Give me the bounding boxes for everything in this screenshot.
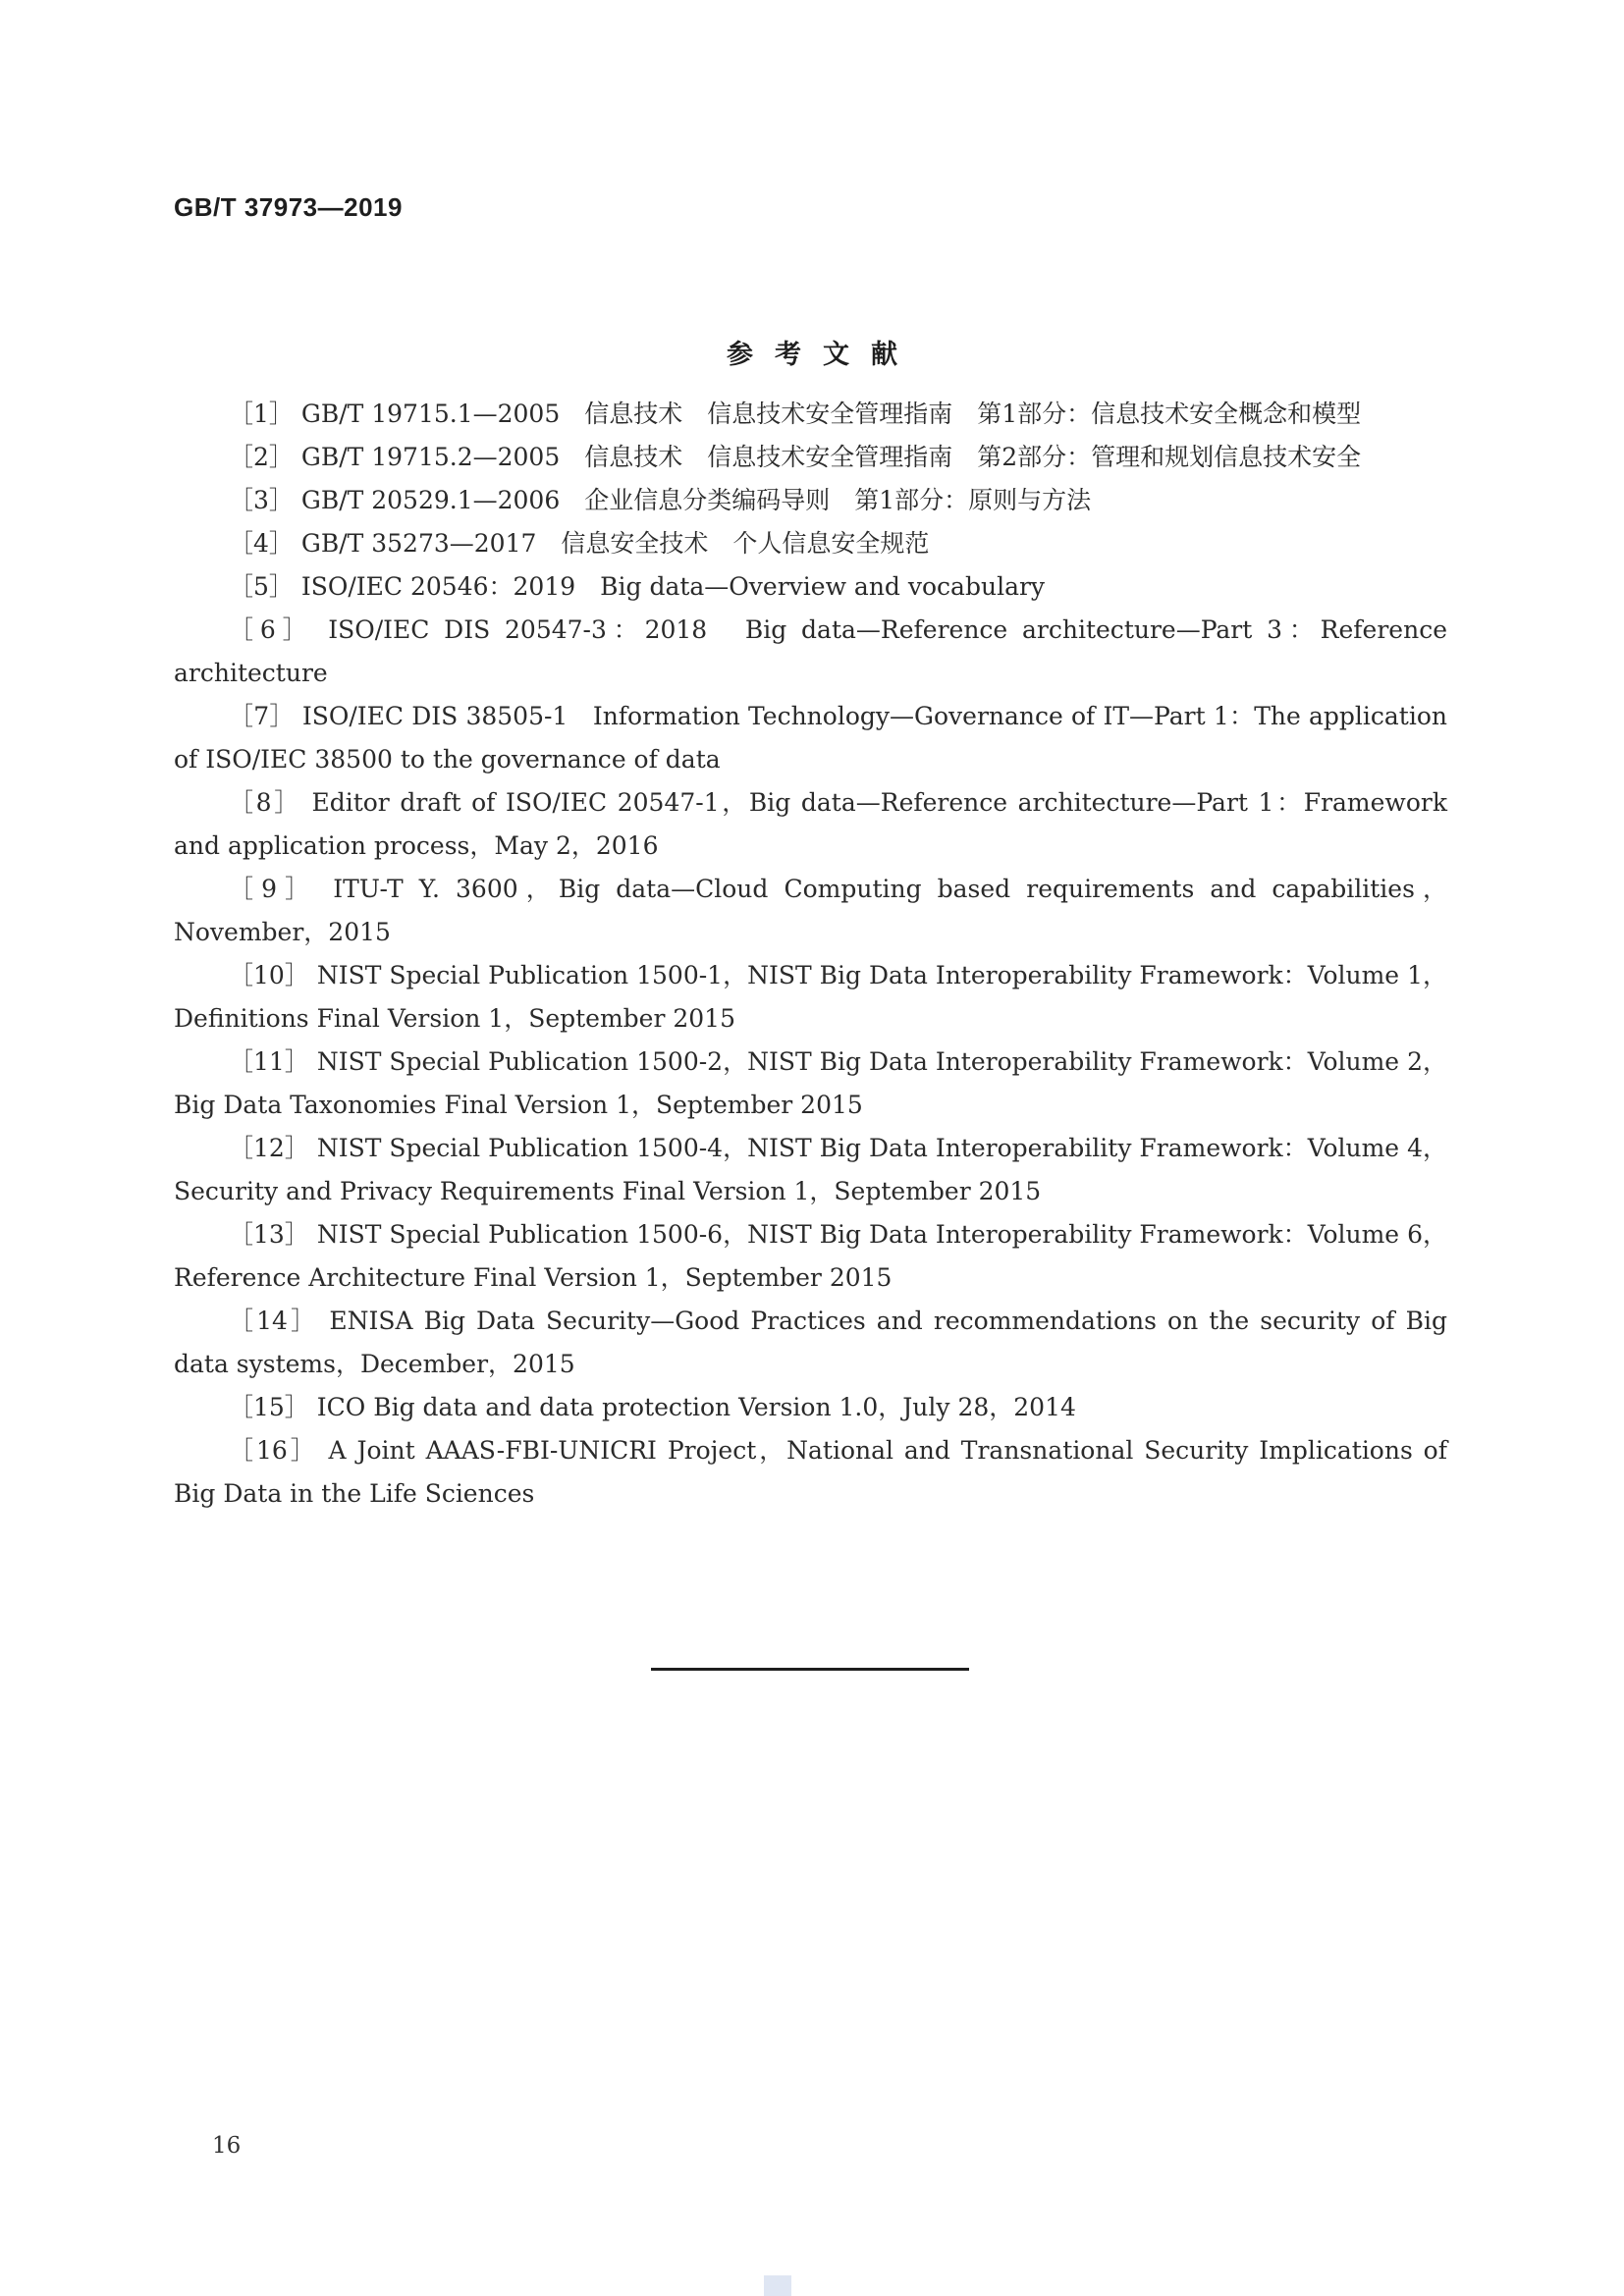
- reference-item: ［16］ A Joint AAAS-FBI-UNICRI Project，National and Transnational Security Implications of Big Data in the Life Sciences: [174, 1436, 1447, 1508]
- reference-item: ［8］ Editor draft of ISO/IEC 20547-1，Big data—Reference architecture—Part 1：Framework and application process，May 2，2016: [174, 788, 1447, 860]
- page-number: 16: [212, 2133, 242, 2159]
- reference-item: ［1］ GB/T 19715.1—2005 信息技术 信息技术安全管理指南 第1部分：信息技术安全概念和模型: [229, 400, 1362, 428]
- reference-item: ［2］ GB/T 19715.2—2005 信息技术 信息技术安全管理指南 第2部分：管理和规划信息技术安全: [229, 443, 1362, 471]
- reference-item: ［13］ NIST Special Publication 1500-6，NIST Big Data Interoperability Framework：Volume 6，Reference Architecture Final Version 1，September 2015: [174, 1220, 1447, 1292]
- reference-item: ［10］ NIST Special Publication 1500-1，NIST Big Data Interoperability Framework：Volume 1，Definitions Final Version 1，September 2015: [174, 961, 1447, 1033]
- reference-item: ［14］ ENISA Big Data Security—Good Practices and recommendations on the security of Big data systems，December，2015: [174, 1307, 1447, 1378]
- reference-item: ［3］ GB/T 20529.1—2006 企业信息分类编码导则 第1部分：原则与方法: [229, 486, 1092, 514]
- reference-item: ［5］ ISO/IEC 20546：2019 Big data—Overview and vocabulary: [229, 572, 1046, 601]
- reference-list: [174, 393, 1447, 1516]
- reference-item: ［4］ GB/T 35273—2017 信息安全技术 个人信息安全规范: [229, 529, 930, 558]
- reference-item: ［11］ NIST Special Publication 1500-2，NIST Big Data Interoperability Framework：Volume 2，Big Data Taxonomies Final Version 1，September 2015: [174, 1047, 1447, 1119]
- reference-item: ［15］ ICO Big data and data protection Version 1.0，July 28，2014: [229, 1393, 1076, 1421]
- end-of-document-rule: [651, 1668, 969, 1671]
- reference-item: ［7］ ISO/IEC DIS 38505-1 Information Technology—Governance of IT—Part 1：The application of ISO/IEC 38500 to the governance of data: [174, 702, 1447, 774]
- reference-item: ［6］ ISO/IEC DIS 20547-3：2018 Big data—Reference architecture—Part 3：Reference architecture: [174, 615, 1447, 687]
- reference-item: ［9］ ITU-T Y. 3600，Big data—Cloud Computing based requirements and capabilities，November，2015: [174, 875, 1447, 946]
- scan-artifact: [764, 2275, 791, 2296]
- standard-number: GB/T 37973—2019: [174, 192, 403, 222]
- reference-item: ［12］ NIST Special Publication 1500-4，NIST Big Data Interoperability Framework：Volume 4，Security and Privacy Requirements Final Version 1，September 2015: [174, 1134, 1447, 1205]
- section-title: 参考文献: [727, 340, 919, 370]
